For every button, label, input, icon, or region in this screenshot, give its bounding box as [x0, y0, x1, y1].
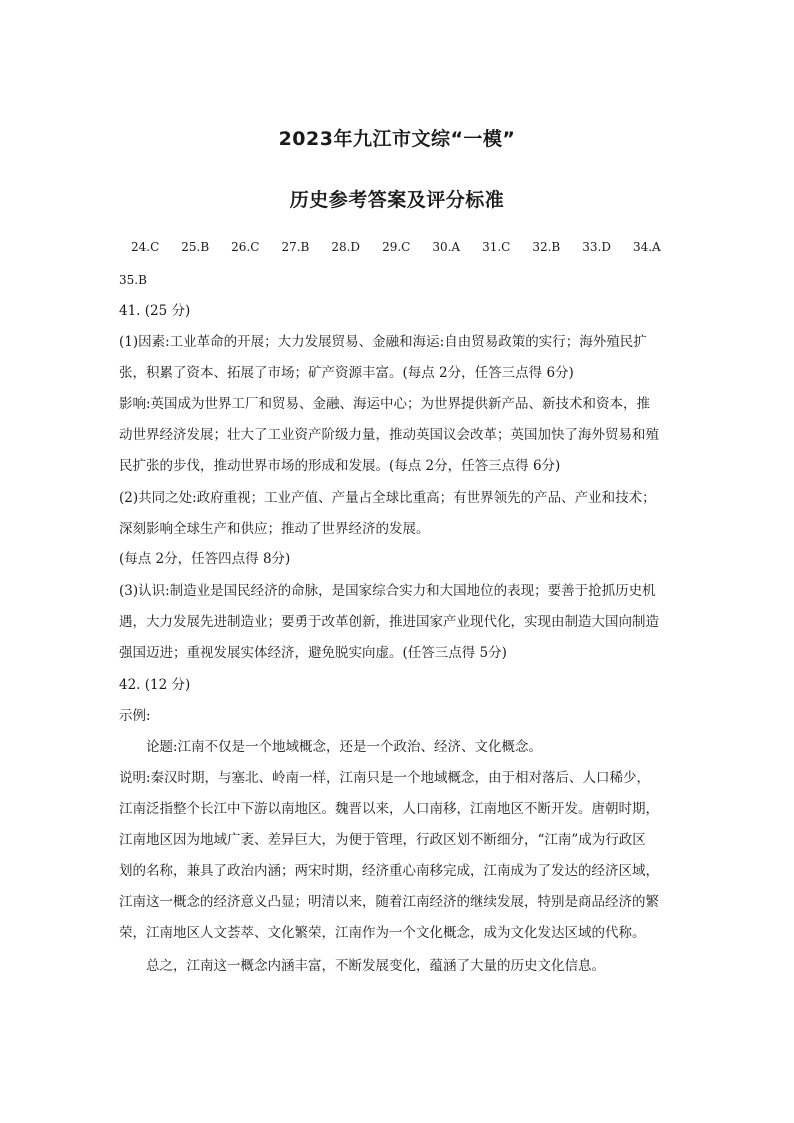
- text-line: 影响:英国成为世界工厂和贸易、金融、海运中心；为世界提供新产品、新技术和资本，推: [119, 396, 651, 412]
- answer-item: 33.D: [582, 240, 611, 254]
- answer-item: 32.B: [532, 240, 561, 254]
- text-line: 划的名称，兼具了政治内涵；两宋时期，经济重心南移完成，江南成为了发达的经济区域，: [119, 863, 659, 879]
- answer-item: 31.C: [482, 240, 511, 254]
- text-line: 张，积累了资本、拓展了市场；矿产资源丰富。(每点 2分，任答三点得 6分): [119, 365, 574, 381]
- answer-item: 29.C: [382, 240, 411, 254]
- answer-item: 34.A: [632, 240, 661, 254]
- text-line: 江南泛指整个长江中下游以南地区。魏晋以来，人口南移，江南地区不断开发。唐朝时期，: [119, 801, 659, 817]
- text-line: 遇，大力发展先进制造业；要勇于改革创新，推进国家产业现代化，实现由制造大国向制造: [119, 614, 659, 630]
- text-line: 动世界经济发展；壮大了工业资产阶级力量，推动英国议会改革；英国加快了海外贸易和殖: [119, 427, 659, 443]
- text-line: 深刻影响全球生产和供应；推动了世界经济的发展。: [119, 521, 430, 537]
- text-line: 说明:秦汉时期，与塞北、岭南一样，江南只是一个地域概念，由于相对落后、人口稀少，: [119, 770, 651, 786]
- text-line: 总之，江南这一概念内涵丰富，不断发展变化，蕴涵了大量的历史文化信息。: [146, 958, 605, 974]
- text-line: (每点 2分，任答四点得 8分): [119, 551, 291, 567]
- text-line: 荣，江南地区人文荟萃、文化繁荣，江南作为一个文化概念，成为文化发达区域的代称。: [119, 925, 646, 941]
- answer-item: 27.B: [281, 240, 310, 254]
- text-line: (3)认识:制造业是国民经济的命脉，是国家综合实力和大国地位的表现；要善于抢抓历史机: [119, 583, 656, 599]
- answer-item: 30.A: [432, 240, 461, 254]
- document-title: 2023年九江市文综“一模”: [278, 128, 516, 150]
- answer-item-last: 35.B: [119, 273, 147, 287]
- text-line: 强国迈进；重视发展实体经济，避免脱实向虚。(任答三点得 5分): [119, 645, 507, 661]
- text-line: 民扩张的步伐，推动世界市场的形成和发展。(每点 2分，任答三点得 6分): [119, 458, 561, 474]
- answer-key-row: [131, 240, 683, 254]
- answer-item: 25.B: [181, 240, 210, 254]
- text-line: 论题:江南不仅是一个地域概念，还是一个政治、经济、文化概念。: [146, 739, 543, 755]
- question-42-heading: 42. (12 分): [119, 677, 191, 693]
- question-41-heading: 41. (25 分): [119, 303, 191, 319]
- answer-item: 28.D: [331, 240, 361, 254]
- text-line: 江南这一概念的经济意义凸显；明清以来，随着江南经济的继续发展，特别是商品经济的繁: [119, 894, 659, 910]
- text-line: (2)共同之处:政府重视；工业产值、产量占全球比重高；有世界领先的产品、产业和技术；: [119, 490, 656, 506]
- answer-item: 26.C: [231, 240, 260, 254]
- text-line: 江南地区因为地域广袤、差异巨大，为便于管理，行政区划不断细分，“江南”成为行政区: [119, 832, 646, 848]
- text-line: (1)因素:工业革命的开展；大力发展贸易、金融和海运:自由贸易政策的实行；海外殖民扩: [119, 334, 647, 350]
- text-line: 示例:: [119, 708, 151, 724]
- answer-item: 24.C: [131, 240, 160, 254]
- document-subtitle: 历史参考答案及评分标准: [289, 189, 505, 211]
